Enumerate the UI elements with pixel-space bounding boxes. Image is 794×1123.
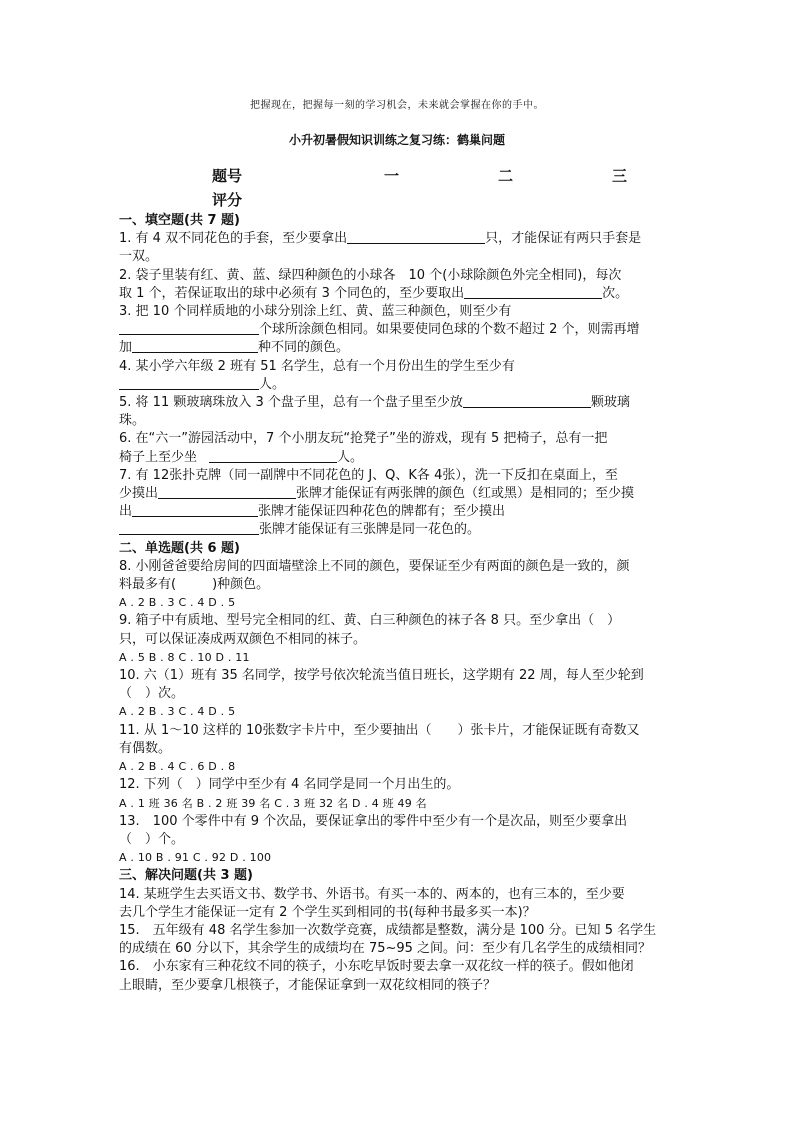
question-9-line-1: 9. 箱子中有质地、型号完全相同的红、黄、白三种颜色的袜子各 8 只。至少拿出（ ） — [119, 613, 621, 629]
question-13-line-2: （ ）个。 — [119, 831, 185, 847]
question-6-line-1: 6. 在“六一”游园活动中，7 个小朋友玩“抢凳子”坐的游戏，现有 5 把椅子，总有一把 — [119, 431, 608, 447]
question-12-line-1: 12. 下列（ ）同学中至少有 4 名同学是同一个月出生的。 — [119, 777, 460, 793]
question-8-line-2: 料最多有( )种颜色。 — [119, 577, 270, 593]
answer-blank[interactable] — [158, 485, 296, 499]
question-13-line-1: 13. 100 个零件中有 9 个次品，要保证拿出的零件中至少有一个是次品，则至少要拿出 — [119, 813, 628, 829]
question-6-line-2: 椅子上至少坐 人。 — [119, 449, 364, 465]
section-heading-fill-in: 一、填空题(共 7 题) — [119, 213, 240, 228]
question-2-line-1: 2. 袋子里装有红、黄、蓝、绿四种颜色的小球各 10 个(小球除颜色外完全相同)，每次 — [119, 267, 622, 283]
score-table-score-row — [212, 189, 632, 213]
question-5-line-2: 珠。 — [119, 413, 146, 429]
section-heading-single-choice: 二、单选题(共 6 题) — [119, 540, 240, 556]
question-16-line-1: 16. 小东家有三种花纹不同的筷子，小东吃早饭时要去拿一双花纹一样的筷子。假如他闭 — [119, 959, 634, 975]
column-2: 二 — [498, 167, 514, 185]
answer-blank[interactable] — [119, 376, 259, 390]
question-number-label: 题号 — [212, 167, 243, 185]
question-8-options: A . 2 B . 3 C . 4 D . 5 — [119, 596, 236, 610]
question-7-line-2: 少摸出 张牌才能保证有两张牌的颜色（红或黑）是相同的；至少摸 — [119, 486, 635, 502]
answer-blank[interactable] — [347, 230, 485, 244]
question-15-line-2: 的成绩在 60 分以下，其余学生的成绩均在 75~95 之间。问：至少有几名学生的成绩相同？ — [119, 941, 652, 957]
question-13-options: A . 10 B . 91 C . 92 D . 100 — [119, 851, 272, 865]
answer-blank[interactable] — [463, 394, 591, 408]
question-10-line-2: （ ）次。 — [119, 686, 185, 702]
question-15-line-1: 15. 五年级有 48 名学生参加一次数学竞赛，成绩都是整数，满分是 100 分。已知 5 名学生 — [119, 922, 657, 938]
score-label: 评分 — [212, 191, 243, 209]
column-3: 三 — [612, 167, 628, 185]
question-7-line-3: 出 张牌才能保证四种花色的牌都有；至少摸出 — [119, 504, 506, 520]
answer-blank[interactable] — [209, 449, 337, 463]
question-content — [119, 212, 679, 995]
answer-blank[interactable] — [119, 321, 259, 335]
answer-blank[interactable] — [119, 521, 259, 535]
question-2-line-2: 取 1 个，若保证取出的球中必须有 3 个同色的，至少要取出 次。 — [119, 285, 629, 301]
question-5-line-1: 5. 将 11 颗玻璃珠放入 3 个盘子里，总有一个盘子里至少放 颗玻璃 — [119, 395, 630, 411]
section-heading-word-problems: 三、解决问题(共 3 题) — [119, 868, 253, 884]
question-9-options: A . 5 B . 8 C . 10 D . 11 — [119, 650, 250, 664]
motto-header: 把握现在，把握每一刻的学习机会，未来就会掌握在你的手中。 — [250, 100, 544, 111]
question-1-line-2: 一双。 — [119, 249, 159, 265]
question-9-line-2: 只，可以保证凑成两双颜色不相同的袜子。 — [119, 631, 367, 647]
question-4-line-1: 4. 某小学六年级 2 班有 51 名学生，总有一个月份出生的学生至少有 — [119, 358, 515, 374]
question-10-line-1: 10. 六（1）班有 35 名同学，按学号依次轮流当值日班长，这学期有 22 周，每人至少轮到 — [119, 668, 644, 684]
question-1-line-1: 1. 有 4 双不同花色的手套，至少要拿出 只，才能保证有两只手套是 — [119, 231, 642, 247]
question-14-line-1: 14. 某班学生去买语文书、数学书、外语书。有买一本的、两本的，也有三本的，至少要 — [119, 886, 625, 902]
question-3-line-2: 个球所涂颜色相同。如果要使同色球的个数不超过 2 个，则需再增 — [119, 321, 679, 339]
answer-blank[interactable] — [132, 339, 258, 353]
question-3-line-3: 加 种不同的颜色。 — [119, 340, 350, 356]
question-3-line-1: 3. 把 10 个同样质地的小球分别涂上红、黄、蓝三种颜色，则至少有 — [119, 304, 512, 320]
answer-blank[interactable] — [464, 285, 602, 299]
question-11-line-2: 有偶数。 — [119, 740, 172, 756]
column-1: 一 — [384, 167, 400, 185]
question-4-line-2: 人。 — [119, 376, 679, 394]
question-12-options: A . 1 班 36 名 B . 2 班 39 名 C . 3 班 32 名 D . 4 班 49 名 — [119, 796, 427, 810]
question-11-options: A . 2 B . 4 C . 6 D . 8 — [119, 760, 236, 774]
question-11-line-1: 11. 从 1～10 这样的 10张数字卡片中，至少要抽出（ ）张卡片，才能保证既有奇数又 — [119, 722, 640, 738]
question-14-line-2: 去几个学生才能保证一定有 2 个学生买到相同的书(每种书最多买一本)？ — [119, 904, 536, 920]
score-table-header-row — [212, 165, 632, 189]
question-7-line-4: 张牌才能保证有三张牌是同一花色的。 — [119, 521, 679, 539]
score-table — [212, 165, 632, 213]
question-7-line-1: 7. 有 12张扑克牌（同一副牌中不同花色的 J、Q、K各 4张），洗一下反扣在桌面上，至 — [119, 467, 618, 483]
question-10-options: A . 2 B . 3 C . 4 D . 5 — [119, 705, 236, 719]
question-8-line-1: 8. 小刚爸爸要给房间的四面墙壁涂上不同的颜色，要保证至少有两面的颜色是一致的，颜 — [119, 558, 630, 574]
answer-blank[interactable] — [132, 503, 258, 517]
question-16-line-2: 上眼睛，至少要拿几根筷子，才能保证拿到一双花纹相同的筷子？ — [119, 977, 497, 993]
page-title: 小升初暑假知识训练之复习练：鹤巢问题 — [288, 133, 505, 147]
